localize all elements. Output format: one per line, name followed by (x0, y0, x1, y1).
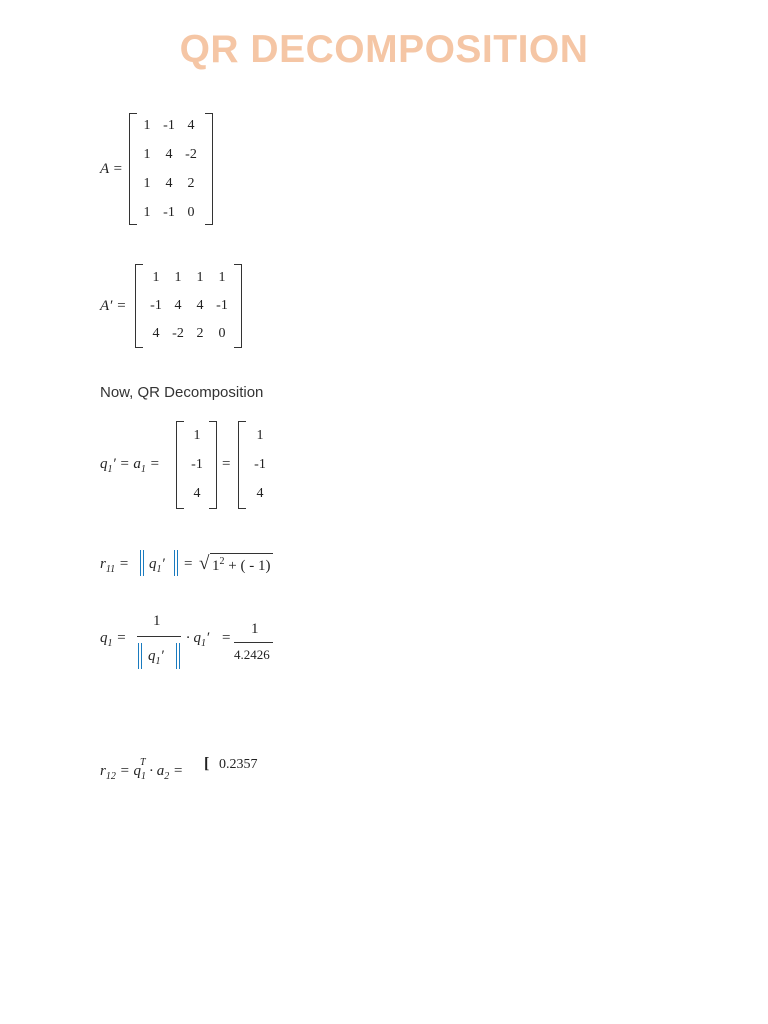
matrix-cell: 1 (193, 428, 201, 443)
r11-sqrt-expr: $1^2$ + ( - 1) (212, 556, 271, 574)
matrix-cell: 4 (165, 176, 173, 191)
q1-vector-left-bracket (176, 421, 184, 509)
r11-norm-content: $q_1'$ (149, 556, 165, 575)
matrix-cell: 1 (143, 118, 151, 133)
matrix-cell: 4 (174, 298, 182, 313)
matrix-cell: 2 (196, 326, 204, 341)
matrix-cell: -1 (163, 205, 175, 220)
r12-value: 0.2357 (219, 757, 258, 772)
q1-dot-term: · $q_1'$ (186, 630, 210, 649)
matrix-cell: 1 (143, 147, 151, 162)
r11-label: $r_{11}$ = (100, 556, 129, 575)
q1-prime-label: $q_1' = a_1$ = (100, 456, 160, 475)
matrix-cell: -1 (216, 298, 228, 313)
q1-denominator: $q_1'$ (148, 648, 164, 667)
q1-numerator: 1 (153, 613, 161, 629)
page-title: QR DECOMPOSITION (179, 28, 589, 71)
matrix-cell: 1 (218, 270, 226, 285)
q1-frac-num: 1 (251, 621, 259, 637)
r12-bracket: [ (204, 755, 210, 772)
matrix-cell: -2 (172, 326, 184, 341)
matrix-cell: -1 (150, 298, 162, 313)
matrix-cell: 4 (187, 118, 195, 133)
matrix-cell: 0 (187, 205, 195, 220)
matrix-at-left-bracket (135, 264, 143, 348)
q1-eq2: = (222, 630, 231, 646)
matrix-a-right-bracket (205, 113, 213, 225)
content-area (0, 0, 273, 1024)
q1-copy-left-bracket (238, 421, 246, 509)
matrix-cell: 4 (196, 298, 204, 313)
matrix-cell: -1 (163, 118, 175, 133)
sqrt-vinculum (210, 553, 273, 554)
matrix-cell: 4 (256, 486, 264, 501)
q1-frac-den: 4.2426 (234, 647, 270, 662)
r11-eq2: = (184, 556, 193, 572)
matrix-cell: -1 (191, 457, 203, 472)
matrix-cell: -1 (254, 457, 266, 472)
matrix-cell: 1 (143, 176, 151, 191)
matrix-cell: 4 (165, 147, 173, 162)
matrix-cell: 4 (152, 326, 160, 341)
intro-text: Now, QR Decomposition (100, 384, 264, 401)
matrix-cell: 1 (196, 270, 204, 285)
matrix-cell: 4 (193, 486, 201, 501)
matrix-a-label: A = (100, 161, 123, 177)
matrix-at-label: A′ = (100, 298, 127, 314)
q1-fraction-bar (137, 636, 181, 637)
matrix-at-right-bracket (234, 264, 242, 348)
r12-label: $r_{12} = q_1^T \cdot a_2$ = (100, 757, 184, 782)
q1-mid-equals: = (222, 456, 231, 472)
sqrt-icon: √ (199, 553, 210, 574)
matrix-cell: 1 (174, 270, 182, 285)
matrix-cell: 1 (256, 428, 264, 443)
q1-frac2-bar (234, 642, 273, 643)
q1-vector-right-bracket (209, 421, 217, 509)
q1-label: $q_1$ = (100, 630, 127, 649)
matrix-cell: -2 (185, 147, 197, 162)
matrix-cell: 2 (187, 176, 195, 191)
matrix-cell: 0 (218, 326, 226, 341)
matrix-cell: 1 (152, 270, 160, 285)
matrix-cell: 1 (143, 205, 151, 220)
